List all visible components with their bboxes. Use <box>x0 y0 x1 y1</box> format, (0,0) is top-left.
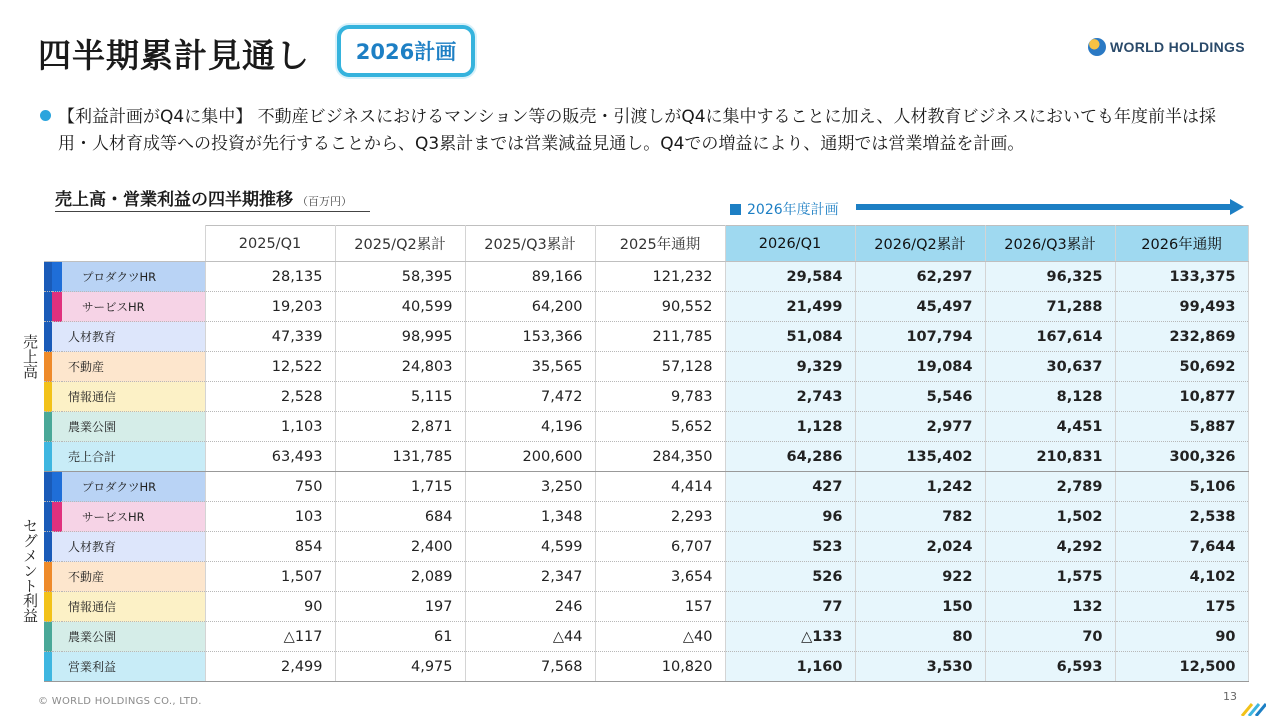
table-cell: 1,128 <box>725 412 855 442</box>
table-cell: 4,414 <box>595 472 725 502</box>
table-cell: 9,329 <box>725 352 855 382</box>
table-cell: 2,743 <box>725 382 855 412</box>
table-cell: 246 <box>465 592 595 622</box>
right-arrow-icon <box>856 199 1244 215</box>
segment-color-bar <box>44 652 52 682</box>
section-title-text: 売上高・営業利益の四半期推移 <box>55 190 293 210</box>
table-cell: 135,402 <box>855 442 985 472</box>
section-title <box>55 185 370 212</box>
table-cell: 3,250 <box>465 472 595 502</box>
table-cell: 2,789 <box>985 472 1115 502</box>
table-cell: 167,614 <box>985 322 1115 352</box>
column-header: 2025年通期 <box>595 226 725 262</box>
table-cell: △44 <box>465 622 595 652</box>
segment-label: 農業公園 <box>62 622 205 652</box>
segment-color-bar <box>44 292 52 322</box>
segment-label: 売上合計 <box>62 442 205 472</box>
table-cell: 2,347 <box>465 562 595 592</box>
profit-row-total <box>44 652 1248 682</box>
table-cell: 4,292 <box>985 532 1115 562</box>
company-logo <box>1088 38 1245 56</box>
table-header-row <box>44 226 1248 262</box>
table-cell: 150 <box>855 592 985 622</box>
sub-segment-color-bar <box>52 412 62 442</box>
table-cell: 1,715 <box>335 472 465 502</box>
corner-stripes-icon <box>1238 700 1266 716</box>
segment-color-bar <box>44 622 52 652</box>
logo-text: WORLD HOLDINGS <box>1110 39 1245 55</box>
table-cell: △117 <box>205 622 335 652</box>
page-title: 四半期累計見通し <box>38 36 310 75</box>
square-icon <box>730 204 741 215</box>
table-cell: 197 <box>335 592 465 622</box>
segment-label: 情報通信 <box>62 382 205 412</box>
sales-row-service-hr <box>44 292 1248 322</box>
table-cell: 4,599 <box>465 532 595 562</box>
table-cell: 10,877 <box>1115 382 1248 412</box>
table-cell: 12,522 <box>205 352 335 382</box>
table-cell: 57,128 <box>595 352 725 382</box>
table-cell: 1,575 <box>985 562 1115 592</box>
table-cell: 526 <box>725 562 855 592</box>
table-cell: 1,160 <box>725 652 855 682</box>
table-cell: 35,565 <box>465 352 595 382</box>
table-cell: 2,024 <box>855 532 985 562</box>
plan-range-text: 2026年度計画 <box>747 202 839 218</box>
sub-segment-color-bar <box>52 532 62 562</box>
table-cell: 107,794 <box>855 322 985 352</box>
segment-label: 不動産 <box>62 562 205 592</box>
table-corner <box>44 226 205 262</box>
sub-segment-color-bar <box>52 442 62 472</box>
table-cell: 300,326 <box>1115 442 1248 472</box>
segment-color-bar <box>44 442 52 472</box>
table-cell: 3,654 <box>595 562 725 592</box>
table-cell: 89,166 <box>465 262 595 292</box>
table-cell: 5,106 <box>1115 472 1248 502</box>
table-cell: 12,500 <box>1115 652 1248 682</box>
table-cell: 5,546 <box>855 382 985 412</box>
segment-label: 農業公園 <box>62 412 205 442</box>
column-header: 2025/Q1 <box>205 226 335 262</box>
sales-row-real-estate <box>44 352 1248 382</box>
table-cell: 4,196 <box>465 412 595 442</box>
table-cell: 98,995 <box>335 322 465 352</box>
table-cell: 2,528 <box>205 382 335 412</box>
sales-row-education <box>44 322 1248 352</box>
table-cell: 523 <box>725 532 855 562</box>
table-cell: 200,600 <box>465 442 595 472</box>
table-cell: 90 <box>205 592 335 622</box>
profit-row-service-hr <box>44 502 1248 532</box>
table-cell: 63,493 <box>205 442 335 472</box>
table-cell: 5,887 <box>1115 412 1248 442</box>
table-cell: 19,203 <box>205 292 335 322</box>
table-cell: 19,084 <box>855 352 985 382</box>
segment-color-bar <box>44 412 52 442</box>
column-header: 2026年通期 <box>1115 226 1248 262</box>
table-cell: 2,538 <box>1115 502 1248 532</box>
table-cell: 232,869 <box>1115 322 1248 352</box>
table-cell: 4,102 <box>1115 562 1248 592</box>
table-cell: 2,499 <box>205 652 335 682</box>
table-cell: 6,593 <box>985 652 1115 682</box>
sub-segment-color-bar <box>52 502 62 532</box>
table-cell: 71,288 <box>985 292 1115 322</box>
table-cell: 62,297 <box>855 262 985 292</box>
page-number: 13 <box>1223 690 1237 703</box>
table-cell: 90,552 <box>595 292 725 322</box>
table-cell: 132 <box>985 592 1115 622</box>
table-cell: 121,232 <box>595 262 725 292</box>
table-cell: 51,084 <box>725 322 855 352</box>
segment-label: 人材教育 <box>62 532 205 562</box>
table-cell: 96 <box>725 502 855 532</box>
table-cell: 21,499 <box>725 292 855 322</box>
table-cell: 1,507 <box>205 562 335 592</box>
table-cell: 922 <box>855 562 985 592</box>
segment-label: 営業利益 <box>62 652 205 682</box>
unit-label: （百万円） <box>297 195 352 208</box>
table-cell: 96,325 <box>985 262 1115 292</box>
bullet-icon <box>40 110 51 121</box>
table-cell: 1,348 <box>465 502 595 532</box>
table-cell: 58,395 <box>335 262 465 292</box>
profit-row-agri-park <box>44 622 1248 652</box>
table-cell: 153,366 <box>465 322 595 352</box>
table-cell: 211,785 <box>595 322 725 352</box>
table-cell: 40,599 <box>335 292 465 322</box>
copyright: © WORLD HOLDINGS CO., LTD. <box>38 696 202 707</box>
sub-segment-color-bar <box>52 592 62 622</box>
table-cell: 80 <box>855 622 985 652</box>
segment-label: 人材教育 <box>62 322 205 352</box>
sales-row-agri-park <box>44 412 1248 442</box>
segment-label: サービスHR <box>62 292 205 322</box>
table-cell: 175 <box>1115 592 1248 622</box>
table-cell: 61 <box>335 622 465 652</box>
table-cell: 4,451 <box>985 412 1115 442</box>
sub-segment-color-bar <box>52 322 62 352</box>
table-cell: 5,115 <box>335 382 465 412</box>
column-header: 2025/Q2累計 <box>335 226 465 262</box>
plan-range-label <box>730 199 839 219</box>
sales-row-ict <box>44 382 1248 412</box>
table-cell: 782 <box>855 502 985 532</box>
column-header: 2026/Q1 <box>725 226 855 262</box>
table-cell: 133,375 <box>1115 262 1248 292</box>
table-cell: 29,584 <box>725 262 855 292</box>
segment-color-bar <box>44 262 52 292</box>
profit-group-label: セグメント利益 <box>21 518 39 623</box>
table-cell: 28,135 <box>205 262 335 292</box>
column-header: 2026/Q2累計 <box>855 226 985 262</box>
table-cell: 427 <box>725 472 855 502</box>
segment-label: 不動産 <box>62 352 205 382</box>
table-cell: 50,692 <box>1115 352 1248 382</box>
profit-row-products-hr <box>44 472 1248 502</box>
table-cell: 10,820 <box>595 652 725 682</box>
column-header: 2026/Q3累計 <box>985 226 1115 262</box>
column-header: 2025/Q3累計 <box>465 226 595 262</box>
sub-segment-color-bar <box>52 352 62 382</box>
sub-segment-color-bar <box>52 562 62 592</box>
segment-label: プロダクツHR <box>62 472 205 502</box>
table-cell: 3,530 <box>855 652 985 682</box>
sub-segment-color-bar <box>52 262 62 292</box>
globe-logo-icon <box>1088 38 1106 56</box>
table-cell: 1,242 <box>855 472 985 502</box>
sub-segment-color-bar <box>52 382 62 412</box>
table-cell: 77 <box>725 592 855 622</box>
table-cell: 2,089 <box>335 562 465 592</box>
sub-segment-color-bar <box>52 622 62 652</box>
table-cell: 750 <box>205 472 335 502</box>
table-cell: 64,286 <box>725 442 855 472</box>
table-cell: 5,652 <box>595 412 725 442</box>
table-cell: 7,472 <box>465 382 595 412</box>
table-cell: 284,350 <box>595 442 725 472</box>
quarterly-table <box>44 225 1249 682</box>
table-cell: 2,871 <box>335 412 465 442</box>
sub-segment-color-bar <box>52 292 62 322</box>
sub-segment-color-bar <box>52 652 62 682</box>
table-cell: △133 <box>725 622 855 652</box>
table-cell: 99,493 <box>1115 292 1248 322</box>
summary-text: 【利益計画がQ4に集中】 不動産ビジネスにおけるマンション等の販売・引渡しがQ4に集中することに加え、人材教育ビジネスにおいても年度前半は採用・人材育成等への投資が先行することから、Q3累計までは営業減益見通し。Q4での増益により、通期では営業増益を計画。 <box>58 107 1217 154</box>
segment-color-bar <box>44 352 52 382</box>
segment-color-bar <box>44 472 52 502</box>
profit-row-ict <box>44 592 1248 622</box>
table-cell: 7,568 <box>465 652 595 682</box>
table-cell: 103 <box>205 502 335 532</box>
sales-row-products-hr <box>44 262 1248 292</box>
segment-color-bar <box>44 502 52 532</box>
table-cell: 47,339 <box>205 322 335 352</box>
segment-color-bar <box>44 382 52 412</box>
table-cell: 157 <box>595 592 725 622</box>
table-cell: 1,502 <box>985 502 1115 532</box>
profit-row-real-estate <box>44 562 1248 592</box>
table-cell: △40 <box>595 622 725 652</box>
table-cell: 854 <box>205 532 335 562</box>
table-cell: 4,975 <box>335 652 465 682</box>
sales-row-total <box>44 442 1248 472</box>
sub-segment-color-bar <box>52 472 62 502</box>
table-cell: 90 <box>1115 622 1248 652</box>
segment-color-bar <box>44 592 52 622</box>
segment-color-bar <box>44 322 52 352</box>
table-cell: 2,977 <box>855 412 985 442</box>
profit-row-education <box>44 532 1248 562</box>
table-cell: 24,803 <box>335 352 465 382</box>
segment-label: サービスHR <box>62 502 205 532</box>
segment-label: プロダクツHR <box>62 262 205 292</box>
segment-label: 情報通信 <box>62 592 205 622</box>
sales-group-label: 売上高 <box>21 334 39 379</box>
table-cell: 30,637 <box>985 352 1115 382</box>
table-cell: 684 <box>335 502 465 532</box>
table-cell: 6,707 <box>595 532 725 562</box>
table-cell: 9,783 <box>595 382 725 412</box>
table-cell: 70 <box>985 622 1115 652</box>
table-cell: 210,831 <box>985 442 1115 472</box>
table-cell: 131,785 <box>335 442 465 472</box>
table-cell: 2,400 <box>335 532 465 562</box>
table-cell: 1,103 <box>205 412 335 442</box>
table-cell: 7,644 <box>1115 532 1248 562</box>
plan-badge: 2026計画 <box>337 25 475 77</box>
table-cell: 2,293 <box>595 502 725 532</box>
table-cell: 8,128 <box>985 382 1115 412</box>
segment-color-bar <box>44 562 52 592</box>
table-cell: 45,497 <box>855 292 985 322</box>
table-cell: 64,200 <box>465 292 595 322</box>
segment-color-bar <box>44 532 52 562</box>
